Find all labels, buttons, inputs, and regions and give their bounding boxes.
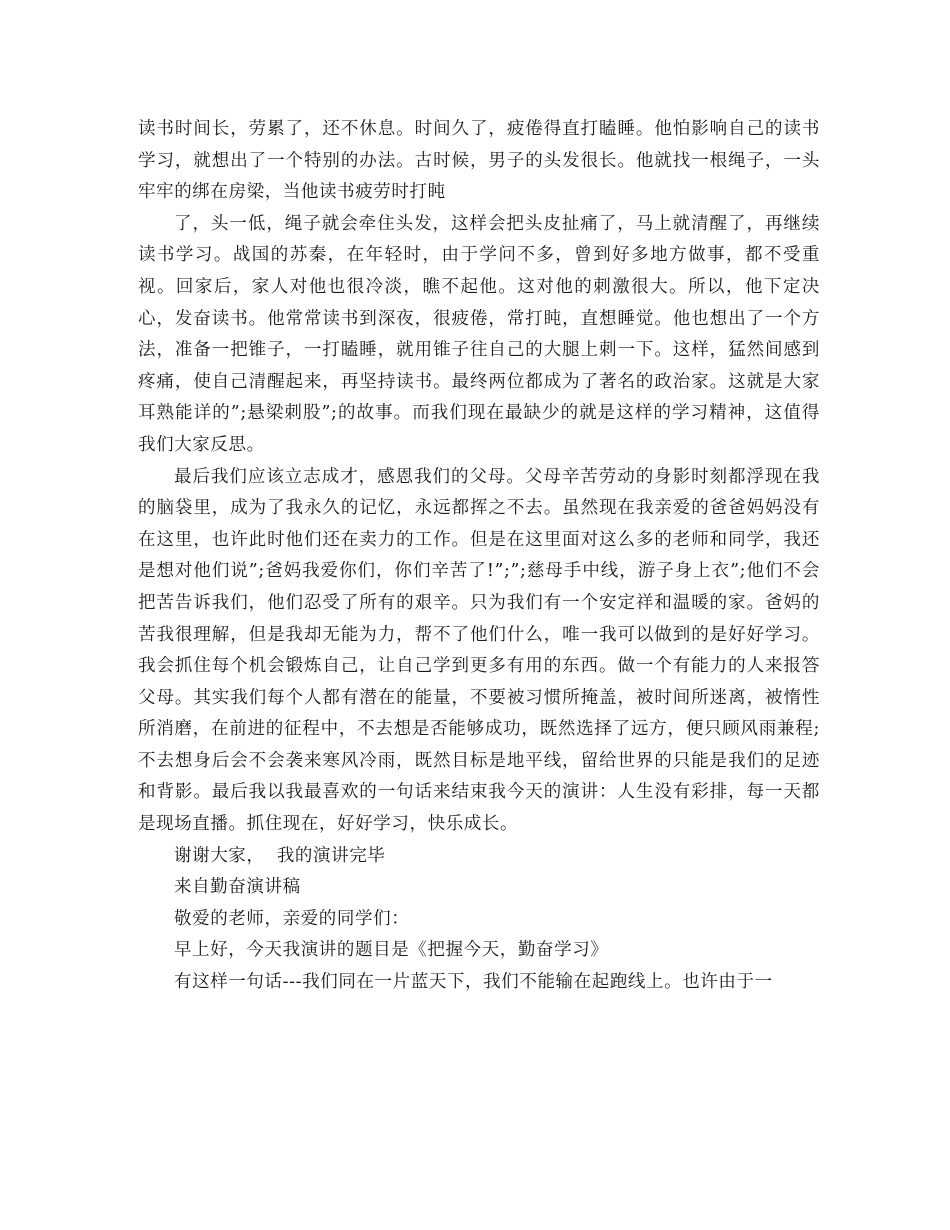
- paragraph-3: 最后我们应该立志成才，感恩我们的父母。父母辛苦劳动的身影时刻都浮现在我的脑袋里，成为了我永久的记忆，永远都挥之不去。虽然现在我亲爱的爸爸妈妈没有在这里，也许此时他们还在卖力的工作。但是在这里面对这么多的老师和同学，我还是想对他们说”;爸妈我爱你们，你们辛苦了!”;”;慈母手中线，游子身上衣”;他们不会把苦告诉我们，他们忍受了所有的艰辛。只为我们有一个安定祥和温暖的家。爸妈的苦我很理解，但是我却无能为力，帮不了他们什么，唯一我可以做到的是好好学习。我会抓住每个机会锻炼自己，让自己学到更多有用的东西。做一个有能力的人来报答父母。其实我们每个人都有潜在的能量，不要被习惯所掩盖，被时间所迷离，被惰性所消磨，在前进的征程中，不去想是否能够成功，既然选择了远方，便只顾风雨兼程;不去想身后会不会袭来寒风冷雨，既然目标是地平线，留给世界的只能是我们的足迹和背影。最后我以我最喜欢的一句话来结束我今天的演讲：人生没有彩排，每一天都是现场直播。抓住现在，好好学习，快乐成长。: [138, 466, 820, 835]
- source-line: 来自勤奋演讲稿: [174, 877, 301, 898]
- speech-title-line: 早上好，今天我演讲的题目是《把握今天，勤奋学习》: [174, 940, 609, 961]
- paragraph-1: 读书时间长，劳累了，还不休息。时间久了，疲倦得直打瞌睡。他怕影响自己的读书学习，就想出了一个特别的办法。古时候，男子的头发很长。他就找一根绳子，一头牢牢的绑在房梁，当他读书疲劳时打盹: [138, 119, 820, 203]
- salutation-line: 敬爱的老师，亲爱的同学们：: [174, 908, 410, 929]
- paragraph-2: 了，头一低，绳子就会牵住头发，这样会把头皮扯痛了，马上就清醒了，再继续读书学习。战国的苏秦，在年轻时，由于学问不多，曾到好多地方做事，都不受重视。回家后，家人对他也很冷淡，瞧不起他。这对他的刺激很大。所以，他下定决心，发奋读书。他常常读书到深夜，很疲倦，常打盹，直想睡觉。他也想出了一个方法，准备一把锥子，一打瞌睡，就用锥子往自己的大腿上刺一下。这样，猛然间感到疼痛，使自己清醒起来，再坚持读书。最终两位都成为了著名的政治家。这就是大家耳熟能详的”;悬梁刺股”;的故事。而我们现在最缺少的就是这样的学习精神，这值得我们大家反思。: [138, 213, 820, 455]
- paragraph-opening: 有这样一句话---我们同在一片蓝天下，我们不能输在起跑线上。也许由于一: [174, 972, 773, 993]
- document-body: [138, 114, 820, 999]
- closing-thanks-line: 谢谢大家， 我的演讲完毕: [174, 845, 386, 866]
